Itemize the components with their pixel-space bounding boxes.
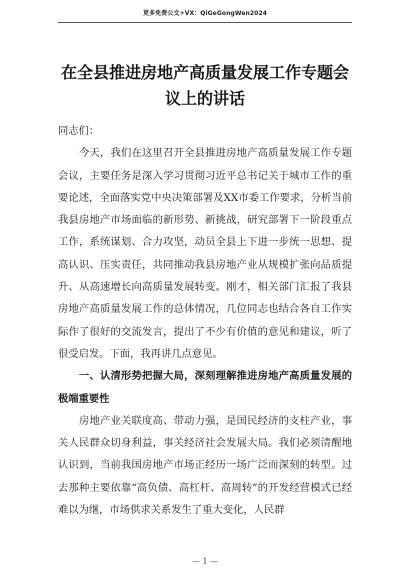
header-divider bbox=[58, 22, 352, 23]
section-heading-1: 一、认清形势把握大局，深刻理解推进房地产高质量发展的极端重要性 bbox=[58, 370, 352, 405]
page-number: — 1 — bbox=[191, 557, 219, 566]
paragraph-section-1: 房地产业关联度高、带动力强，是国民经济的支柱产业，事关人民群众切身利益，事关经济社会发展大局。我们必须清醒地认识到，当前我国房地产市场正经历一场广泛而深刻的转型。过去那种主要依靠“高负债、高杠杆、高周转”的开发经营模式已经难以为继，市场供求关系发生了重大变化，人民群 bbox=[58, 414, 352, 517]
salutation: 同志们： bbox=[58, 125, 100, 137]
page-header: 更多免费公文+VX：QiGeGongWen2024 bbox=[142, 10, 267, 17]
paragraph-intro: 今天，我们在这里召开全县推进房地产高质量发展工作专题会议，主要任务是深入学习贯彻习近平总书记关于城市工作的重要论述，全面落实党中央决策部署及XX市委工作要求，分析当前我县房地产市场面临的新形势、新挑战，研究部署下一阶段重点工作，系统谋划、合力攻坚，动员全县上下进一步统一思想、提高认识、压实责任，共同推动我县房地产业从规模扩张向品质提升、从高速增长向高质量发展转变。刚才，相关部门汇报了我县房地产高质量发展工作的总体情况，几位同志也结合各自工作实际作了很好的交流发言，提出了不少有价值的意见和建议，听了很受启发。下面，我再讲几点意见。 bbox=[58, 147, 352, 360]
document-body bbox=[58, 120, 352, 521]
document-title: 在全县推进房地产高质量发展工作专题会议上的讲话 bbox=[60, 63, 349, 108]
